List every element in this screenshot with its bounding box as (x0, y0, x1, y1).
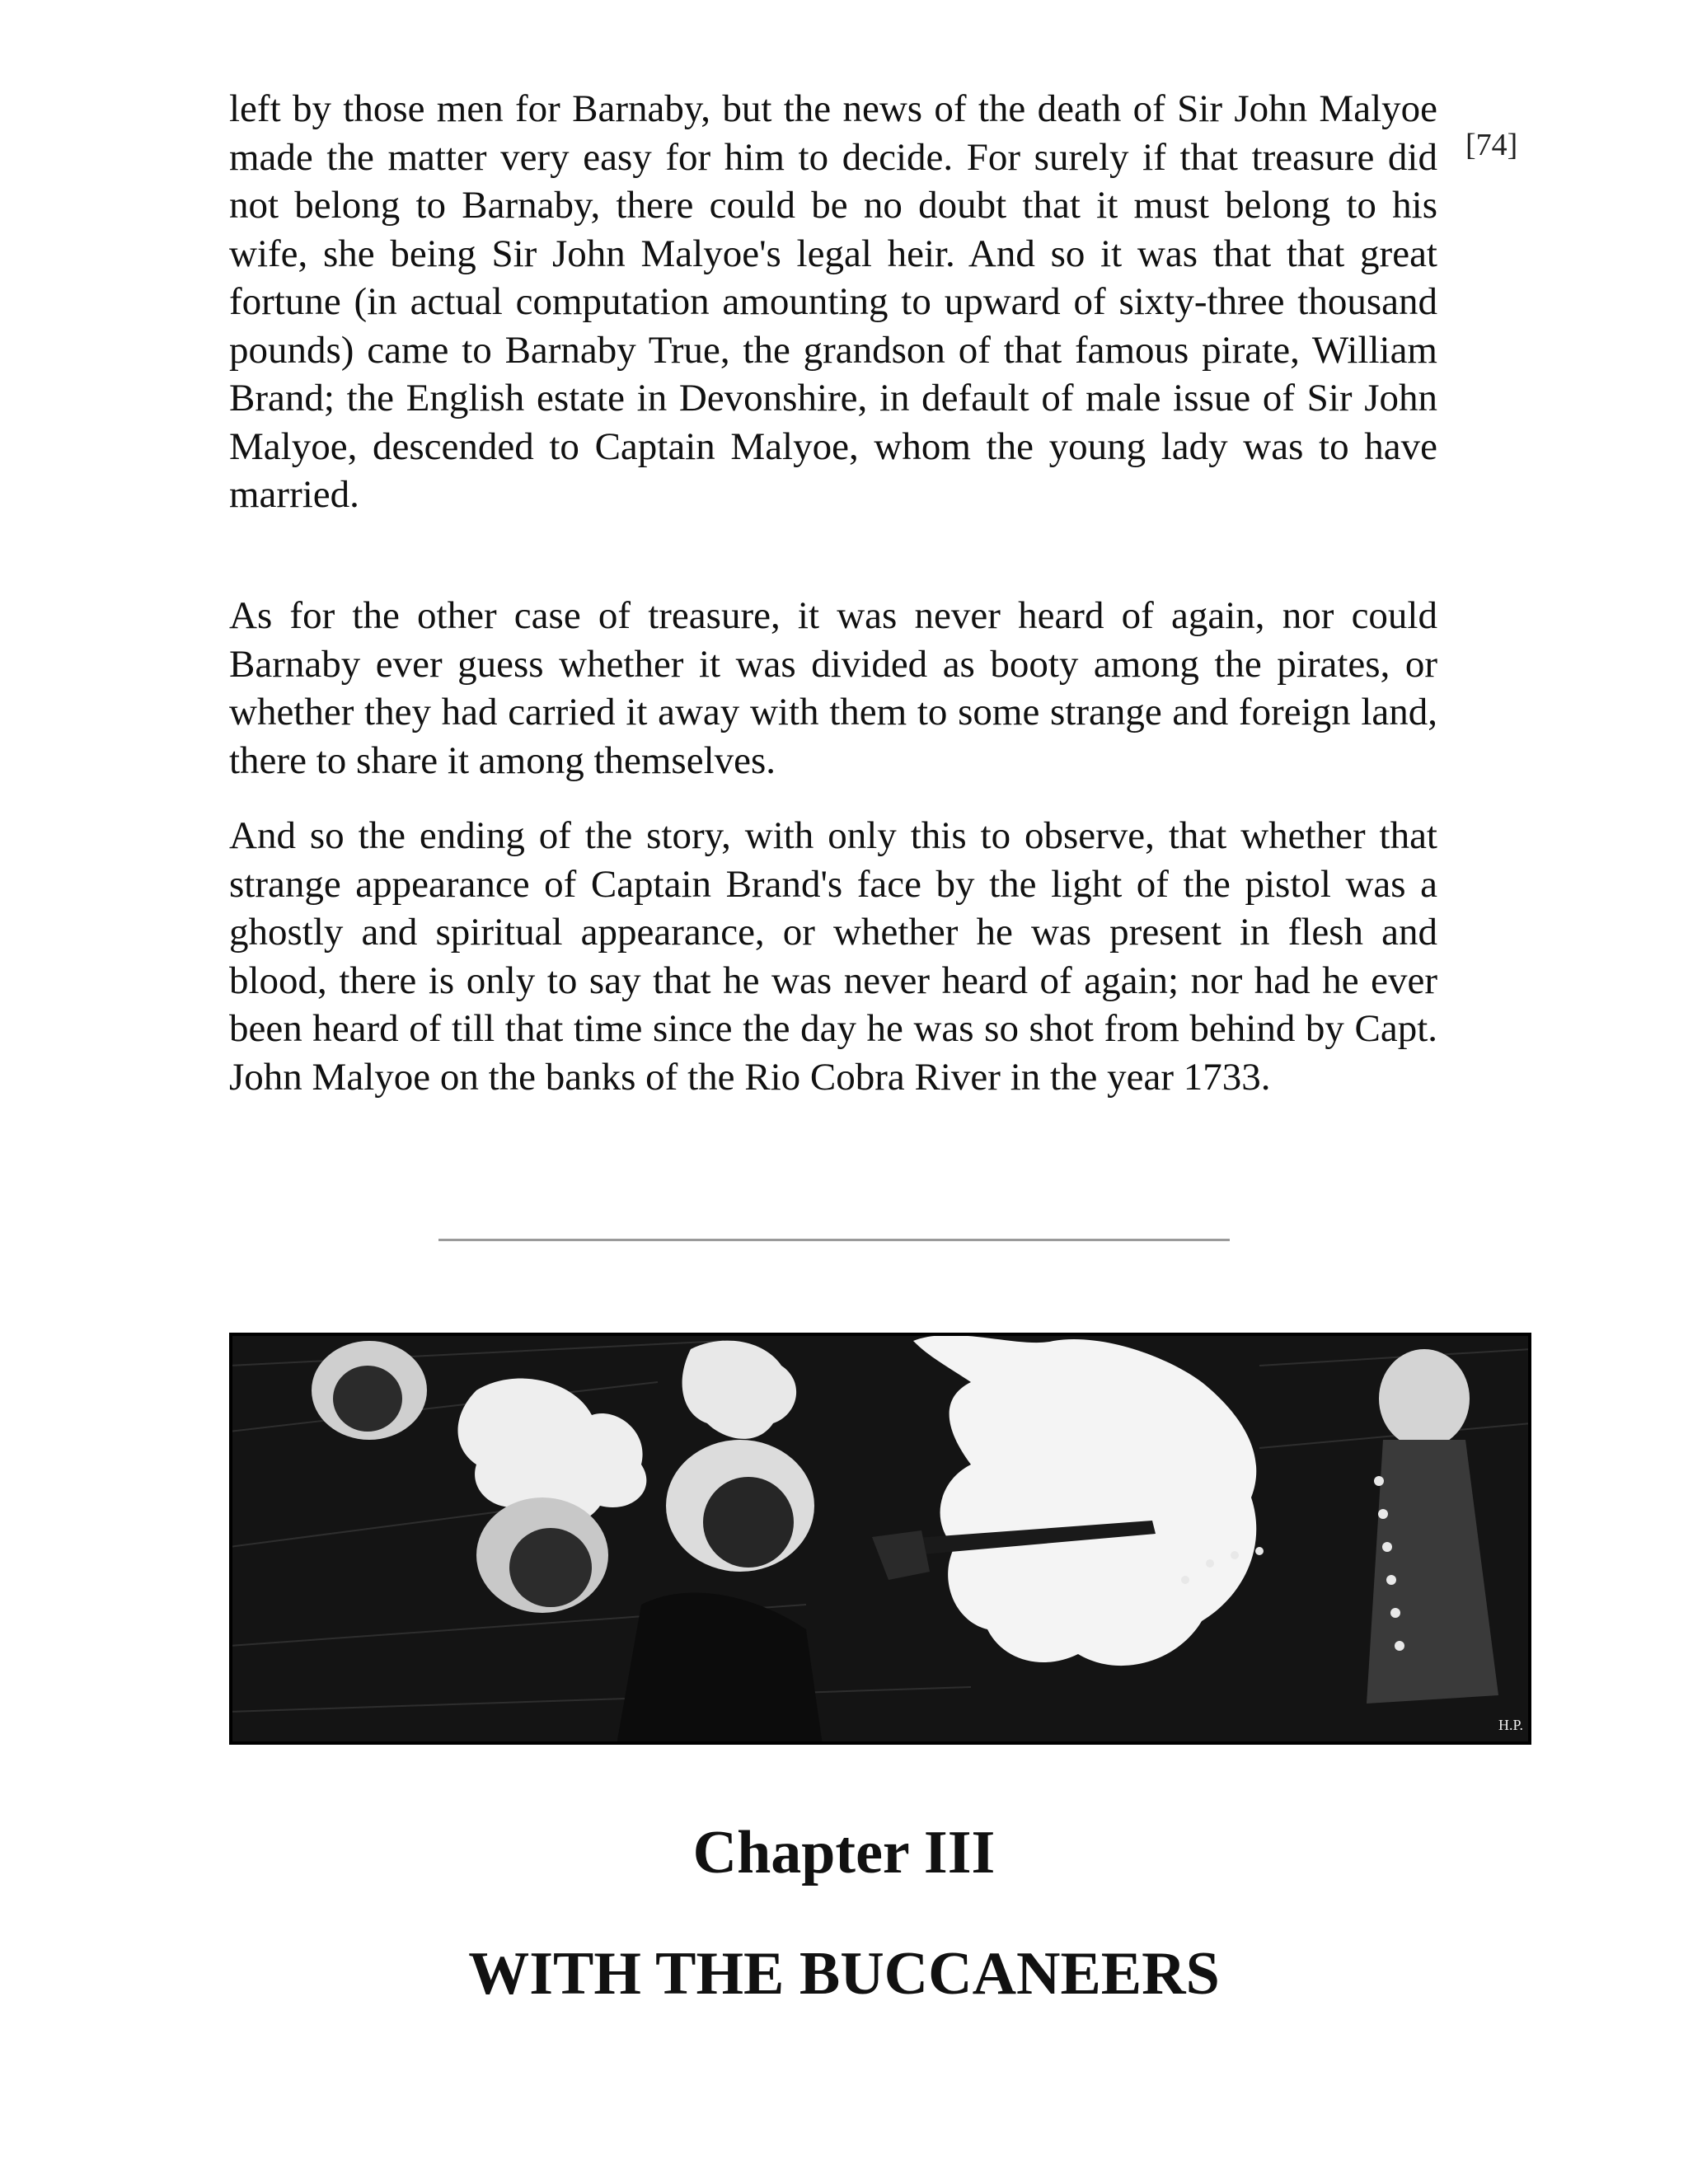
chapter-illustration (229, 1333, 1531, 1745)
chapter-number: Chapter III (692, 1819, 996, 1886)
page-number: [74] (1465, 128, 1518, 162)
paragraph-3: And so the ending of the story, with only this to observe, that whether that strange appearance of Captain Brand's face by the light of the pistol was a ghostly and spiritual appearance, or whether he was present in flesh and blood, there is only to say that he was never heard of again; nor had he ever been heard of till that time since the day he was so shot from behind by Capt. John Malyoe on the banks of the Rio Cobra River in the year 1733. (229, 814, 1437, 1099)
pirate-scene-engraving (229, 1333, 1531, 1745)
paragraph-2: As for the other case of treasure, it was never heard of again, nor could Barnaby ever guess whether it was divided as booty among the pirates, or whether they had carried it away with them to some strange and foreign land, there to share it among themselves. (229, 594, 1437, 782)
illustration-signature: H.P. (1498, 1717, 1524, 1733)
paragraph-1: left by those men for Barnaby, but the news of the death of Sir John Malyoe made the matter very easy for him to decide. For surely if that treasure did not belong to Barnaby, there could be no doubt that it must belong to his wife, she being Sir John Malyoe's legal heir. And so it was that that great fortune (in actual computation amounting to upward of sixty-three thousand pounds) came to Barnaby True, the grandson of that famous pirate, William Brand; the English estate in Devonshire, in default of male issue of Sir John Malyoe, descended to Captain Malyoe, whom the young lady was to have married. (229, 87, 1437, 516)
section-divider (438, 1239, 1230, 1241)
chapter-title: WITH THE BUCCANEERS (468, 1940, 1220, 2008)
